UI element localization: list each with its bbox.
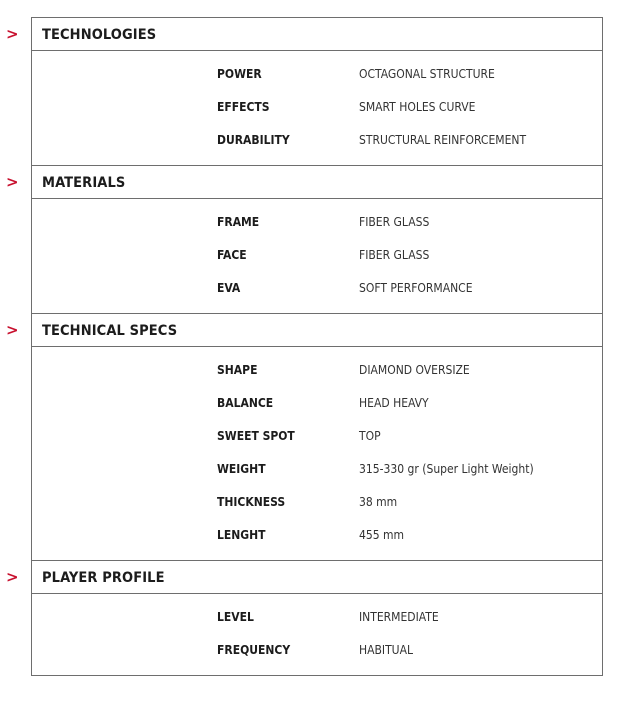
spec-row (32, 634, 602, 667)
chevron-right-icon: > (6, 321, 19, 339)
spec-value: SMART HOLES CURVE (359, 100, 476, 114)
spec-label: BALANCE (217, 396, 274, 410)
spec-label: DURABILITY (217, 133, 290, 147)
section-title: TECHNOLOGIES (42, 27, 157, 43)
section-rows (32, 51, 602, 165)
spec-label: EVA (217, 281, 241, 295)
spec-label: WEIGHT (217, 462, 266, 476)
spec-value: STRUCTURAL REINFORCEMENT (359, 133, 527, 147)
spec-label: FRAME (217, 215, 260, 229)
spec-row (32, 519, 602, 552)
spec-label: SWEET SPOT (217, 429, 295, 443)
section-rows (32, 594, 602, 675)
section-title: MATERIALS (42, 175, 126, 191)
spec-value: HEAD HEAVY (359, 396, 429, 410)
spec-value: TOP (359, 429, 381, 443)
spec-row (32, 601, 602, 634)
spec-row (32, 387, 602, 420)
section-header-technologies[interactable] (6, 17, 602, 51)
spec-value: 455 mm (359, 528, 405, 542)
section-technologies (6, 17, 602, 165)
spec-row (32, 239, 602, 272)
section-title: TECHNICAL SPECS (42, 323, 178, 339)
spec-row (32, 91, 602, 124)
section-title: PLAYER PROFILE (42, 570, 165, 586)
spec-table (6, 17, 603, 676)
section-rows (32, 199, 602, 313)
chevron-right-icon: > (6, 25, 19, 43)
spec-value: INTERMEDIATE (359, 610, 439, 624)
spec-value: 315-330 gr (Super Light Weight) (359, 462, 534, 476)
spec-row (32, 453, 602, 486)
spec-label: FACE (217, 248, 247, 262)
chevron-right-icon: > (6, 568, 19, 586)
section-technical-specs (6, 313, 602, 560)
spec-row (32, 206, 602, 239)
spec-value: HABITUAL (359, 643, 413, 657)
spec-row (32, 58, 602, 91)
section-player-profile (6, 560, 602, 675)
spec-row (32, 124, 602, 157)
section-header-technical-specs[interactable] (6, 313, 602, 347)
spec-row (32, 486, 602, 519)
spec-row (32, 420, 602, 453)
spec-label: LEVEL (217, 610, 254, 624)
spec-label: POWER (217, 67, 262, 81)
spec-value: SOFT PERFORMANCE (359, 281, 473, 295)
section-header-player-profile[interactable] (6, 560, 602, 594)
spec-label: FREQUENCY (217, 643, 291, 657)
spec-value: FIBER GLASS (359, 215, 430, 229)
spec-value: OCTAGONAL STRUCTURE (359, 67, 495, 81)
spec-row (32, 354, 602, 387)
chevron-right-icon: > (6, 173, 19, 191)
section-rows (32, 347, 602, 560)
section-header-materials[interactable] (6, 165, 602, 199)
spec-row (32, 272, 602, 305)
spec-label: LENGHT (217, 528, 266, 542)
spec-value: FIBER GLASS (359, 248, 430, 262)
spec-value: 38 mm (359, 495, 398, 509)
spec-value: DIAMOND OVERSIZE (359, 363, 470, 377)
spec-label: THICKNESS (217, 495, 286, 509)
spec-label: SHAPE (217, 363, 258, 377)
section-materials (6, 165, 602, 313)
spec-label: EFFECTS (217, 100, 270, 114)
